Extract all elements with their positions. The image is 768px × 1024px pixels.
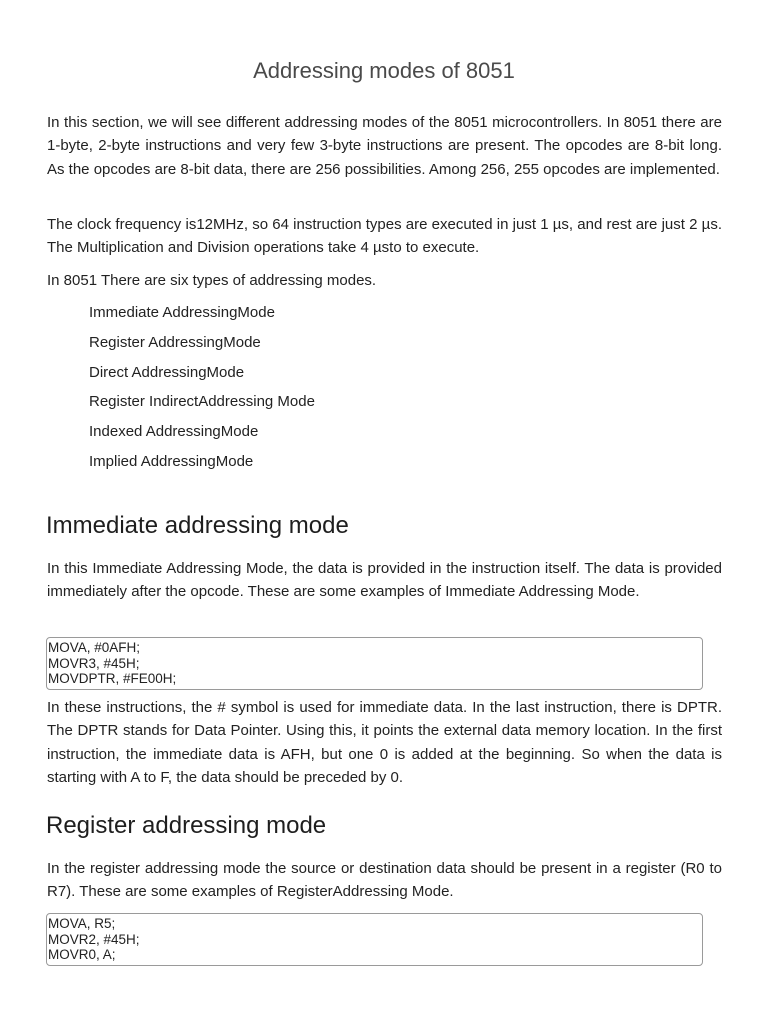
register-code-block bbox=[46, 913, 703, 966]
intro-paragraph-2: The clock frequency is12MHz, so 64 instruction types are executed in just 1 µs, and rest are just 2 µs. The Multiplication and Division operations take 4 µsto to execute. bbox=[47, 216, 722, 257]
list-item: Direct AddressingMode bbox=[89, 363, 245, 381]
immediate-explanation: In these instructions, the # symbol is used for immediate data. In the last instruction, there is DPTR. The DPTR stands for Data Pointer. Using this, it points the external data memory location. In the first instruction, the immediate data is AFH, but one 0 is added at the beginning. So when the data is starting with A to F, the data should be preceded by 0. bbox=[47, 699, 722, 786]
code-line: MOVA, #0AFH; bbox=[48, 640, 141, 655]
list-item: Register IndirectAddressing Mode bbox=[89, 393, 315, 411]
code-line: MOVR0, A; bbox=[48, 947, 116, 962]
list-item: Implied AddressingMode bbox=[89, 452, 254, 470]
register-heading: Register addressing mode bbox=[46, 812, 327, 839]
page-title: Addressing modes of 8051 bbox=[253, 58, 515, 83]
list-item: Indexed AddressingMode bbox=[89, 423, 259, 441]
immediate-description: In this Immediate Addressing Mode, the data is provided in the instruction itself. The data is provided immediately after the opcode. These are some examples of Immediate Addressing Mode. bbox=[47, 560, 722, 601]
intro-paragraph-3: In 8051 There are six types of addressing modes. bbox=[47, 272, 377, 289]
list-item: Register AddressingMode bbox=[89, 333, 261, 351]
list-item: Immediate AddressingMode bbox=[89, 304, 275, 321]
code-line: MOVA, R5; bbox=[48, 916, 116, 931]
intro-paragraph-1: In this section, we will see different addressing modes of the 8051 microcontrollers. In 8051 there are 1-byte, 2-byte instructions and very few 3-byte instructions are present. The opcodes are 8-bit long. As the opcodes are 8-bit data, there are 256 possibilities. Among 256, 255 opcodes are implemented. bbox=[47, 114, 722, 178]
immediate-code-block bbox=[46, 637, 703, 690]
code-line: MOVDPTR, #FE00H; bbox=[48, 671, 177, 686]
immediate-heading: Immediate addressing mode bbox=[46, 512, 349, 539]
code-line: MOVR3, #45H; bbox=[48, 655, 140, 671]
addressing-modes-list bbox=[89, 302, 315, 481]
code-line: MOVR2, #45H; bbox=[48, 931, 140, 947]
register-description: In the register addressing mode the source or destination data should be present in a register (R0 to R7). These are some examples of RegisterAddressing Mode. bbox=[47, 860, 722, 901]
